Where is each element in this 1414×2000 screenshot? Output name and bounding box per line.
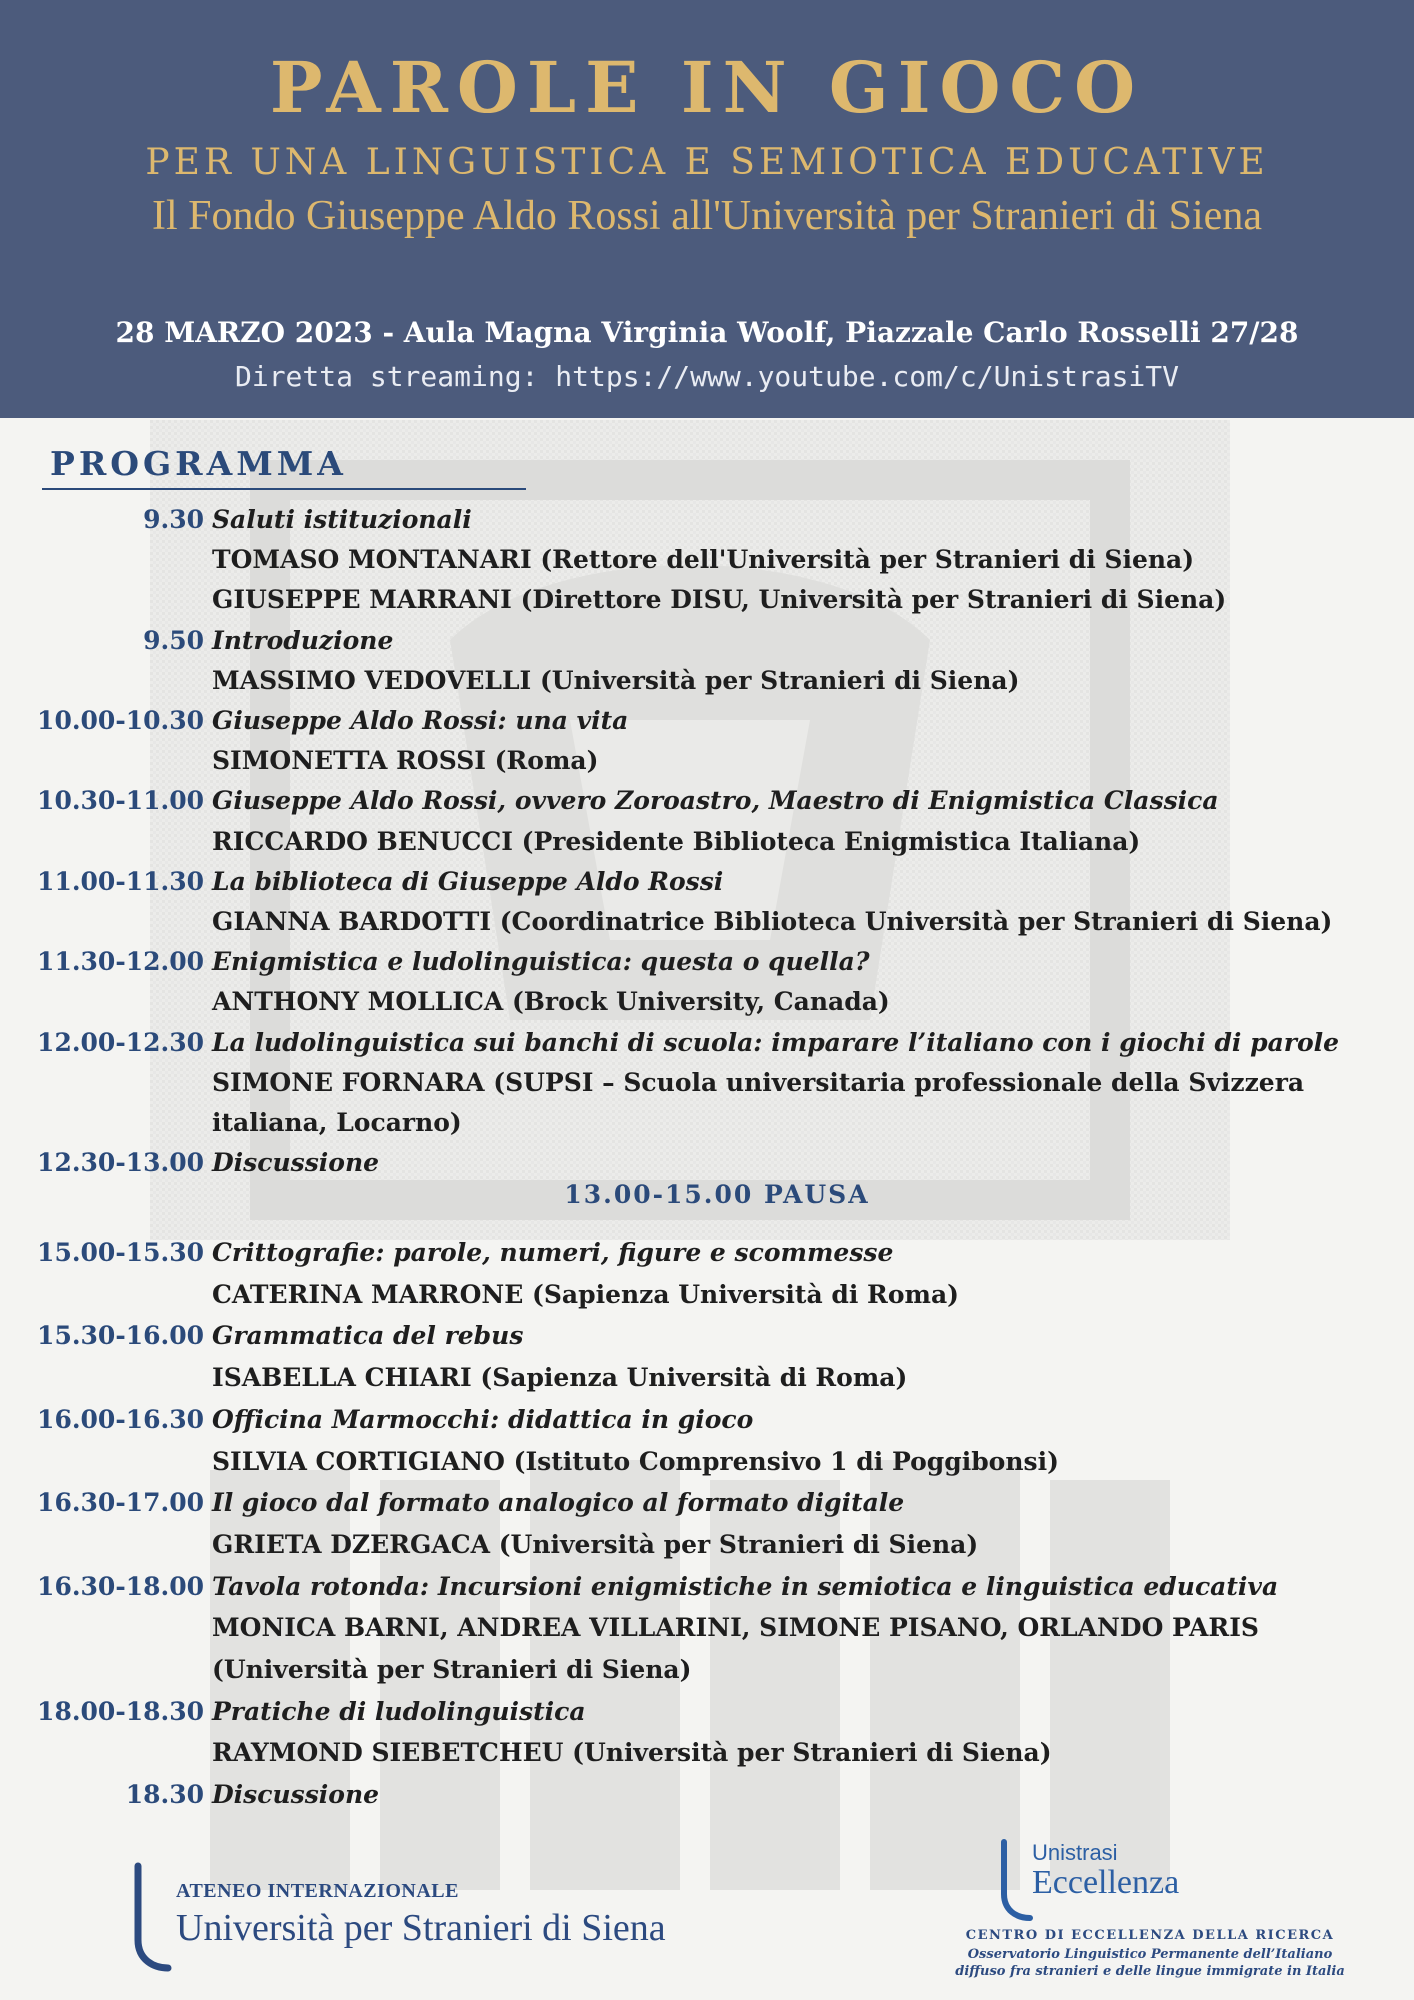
program-slot [0, 1780, 1414, 1816]
poster-subtitle: PER UNA LINGUISTICA E SEMIOTICA EDUCATIVE [145, 142, 1269, 183]
program-slot [0, 1488, 1414, 1524]
slot-time: 11.00-11.30 [37, 866, 204, 896]
slot-talk-title: Tavola rotonda: Incursioni enigmistiche in semiotica e linguistica educativa [212, 1571, 1279, 1601]
program-slot [0, 1028, 1414, 1064]
slot-speaker: MASSIMO VEDOVELLI (Università per Stranieri di Siena) [212, 665, 1020, 695]
slot-talk-title: Discussione [212, 1148, 380, 1178]
slot-speaker: italiana, Locarno) [212, 1108, 462, 1137]
slot-speaker: (Università per Stranieri di Siena) [212, 1655, 692, 1684]
slot-speaker: SILVIA CORTIGIANO (Istituto Comprensivo 1 di Poggibonsi) [212, 1446, 1059, 1476]
slot-talk-title: Saluti istituzionali [212, 505, 472, 534]
program-slot [0, 505, 1414, 541]
slot-talk-title: Officina Marmocchi: didattica in gioco [212, 1404, 754, 1434]
program-speaker-line [0, 1363, 1414, 1399]
program-speaker-line [0, 907, 1414, 943]
eccellenza-brand-name: Eccellenza [1032, 1864, 1180, 1901]
program-speaker-line [0, 1613, 1414, 1649]
slot-talk-title: Crittografie: parole, numeri, figure e scommesse [212, 1238, 894, 1267]
eccellenza-brand-unistrasi: Unistrasi [1032, 1840, 1118, 1865]
slot-talk-title: La ludolinguistica sui banchi di scuola: imparare l’italiano con i giochi di parole [212, 1027, 1340, 1057]
slot-time: 18.30 [125, 1780, 204, 1810]
slot-speaker: RICCARDO BENUCCI (Presidente Biblioteca Enigmistica Italiana) [212, 826, 1141, 856]
program-speaker-line [0, 1447, 1414, 1483]
program-heading-rule [42, 488, 526, 490]
slot-time: 15.30-16.00 [37, 1321, 204, 1351]
slot-time: 15.00-15.30 [37, 1238, 204, 1267]
slot-time: 10.30-11.00 [37, 786, 204, 816]
slot-time: 9.50 [143, 625, 204, 655]
university-mark-icon [128, 1862, 172, 1972]
poster-subtitle-fondo: Il Fondo Giuseppe Aldo Rossi all'Università per Stranieri di Siena [152, 193, 1262, 239]
slot-speaker: GRIETA DZERGACA (Università per Stranieri di Siena) [212, 1529, 979, 1559]
program-speaker-line [0, 1108, 1414, 1144]
slot-talk-title: Pratiche di ludolinguistica [212, 1696, 586, 1726]
slot-time: 16.00-16.30 [37, 1404, 204, 1434]
program-slot [0, 1321, 1414, 1357]
program-slot [0, 867, 1414, 903]
slot-time: 9.30 [143, 505, 204, 534]
slot-talk-title: Grammatica del rebus [212, 1321, 524, 1351]
university-logo [128, 1862, 728, 1972]
slot-time: 11.30-12.00 [37, 947, 204, 977]
slot-speaker: TOMASO MONTANARI (Rettore dell'Università per Stranieri di Siena) [212, 545, 1195, 575]
slot-time: 16.30-17.00 [37, 1488, 204, 1518]
osservatorio-line-2: diffuso fra stranieri e delle lingue immigrate in Italia [955, 1964, 1345, 1979]
program-speaker-line [0, 987, 1414, 1023]
program-slot [0, 1572, 1414, 1608]
centro-eccellenza-label: CENTRO DI ECCELLENZA DELLA RICERCA [965, 1928, 1335, 1943]
program-slot [0, 706, 1414, 742]
slot-time: 18.00-18.30 [37, 1696, 204, 1726]
slot-speaker: CATERINA MARRONE (Sapienza Università di Roma) [212, 1279, 959, 1309]
program-slot [0, 947, 1414, 983]
university-logo-ateneo: ATENEO INTERNAZIONALE [176, 1880, 459, 1902]
slot-time: 12.30-13.00 [37, 1148, 204, 1178]
slot-speaker: GIANNA BARDOTTI (Coordinatrice Biblioteca Università per Stranieri di Siena) [212, 907, 1333, 936]
event-date-venue: 28 MARZO 2023 - Aula Magna Virginia Woolf, Piazzale Carlo Rosselli 27/28 [115, 316, 1299, 349]
slot-talk-title: Discussione [212, 1780, 380, 1810]
lunch-break: 13.00-15.00 PAUSA [564, 1180, 870, 1209]
slot-talk-title: La biblioteca di Giuseppe Aldo Rossi [212, 866, 724, 896]
slot-talk-title: Il gioco dal formato analogico al formato digitale [212, 1488, 905, 1518]
slot-speaker: ISABELLA CHIARI (Sapienza Università di Roma) [212, 1363, 908, 1393]
slot-time: 10.00-10.30 [37, 706, 204, 735]
program-slot [0, 626, 1414, 662]
program-speaker-line [0, 746, 1414, 782]
slot-speaker: ANTHONY MOLLICA (Brock University, Canada) [212, 987, 890, 1017]
slot-time: 16.30-18.00 [37, 1571, 204, 1601]
program-slot [0, 786, 1414, 822]
program-speaker-line [0, 1068, 1414, 1104]
slot-speaker: SIMONE FORNARA (SUPSI – Scuola universitaria professionale della Svizzera [212, 1067, 1305, 1097]
slot-time: 12.00-12.30 [37, 1027, 204, 1057]
slot-talk-title: Giuseppe Aldo Rossi, ovvero Zoroastro, Maestro di Enigmistica Classica [212, 786, 1219, 816]
slot-speaker: SIMONETTA ROSSI (Roma) [212, 746, 599, 776]
poster-title: PAROLE IN GIOCO [269, 46, 1145, 129]
program-slot [0, 1238, 1414, 1274]
program-speaker-line [0, 545, 1414, 581]
program-slot [0, 1697, 1414, 1733]
program-speaker-line [0, 1655, 1414, 1691]
university-logo-name: Università per Stranieri di Siena [176, 1907, 666, 1949]
slot-talk-title: Introduzione [212, 625, 394, 655]
program-heading: PROGRAMMA [50, 444, 347, 483]
program-speaker-line [0, 585, 1414, 621]
eccellenza-mark-icon [994, 1838, 1034, 1922]
header-band [0, 0, 1414, 418]
streaming-link[interactable]: Diretta streaming: https://www.youtube.com/c/UnistrasiTV [234, 360, 1179, 393]
program-speaker-line [0, 1738, 1414, 1774]
slot-speaker: RAYMOND SIEBETCHEU (Università per Stranieri di Siena) [212, 1738, 1052, 1768]
program-speaker-line [0, 666, 1414, 702]
slot-talk-title: Enigmistica e ludolinguistica: questa o quella? [212, 947, 870, 977]
program-speaker-line [0, 1280, 1414, 1316]
program-slot [0, 1405, 1414, 1441]
program-speaker-line [0, 827, 1414, 863]
slot-speaker: GIUSEPPE MARRANI (Direttore DISU, Università per Stranieri di Siena) [212, 585, 1227, 615]
osservatorio-line-1: Osservatorio Linguistico Permanente dell’Italiano [967, 1947, 1333, 1962]
program-slot [0, 1148, 1414, 1184]
eccellenza-logo [940, 1838, 1360, 1988]
slot-speaker: MONICA BARNI, ANDREA VILLARINI, SIMONE PISANO, ORLANDO PARIS [212, 1613, 1259, 1643]
slot-talk-title: Giuseppe Aldo Rossi: una vita [212, 706, 629, 735]
program-speaker-line [0, 1530, 1414, 1566]
